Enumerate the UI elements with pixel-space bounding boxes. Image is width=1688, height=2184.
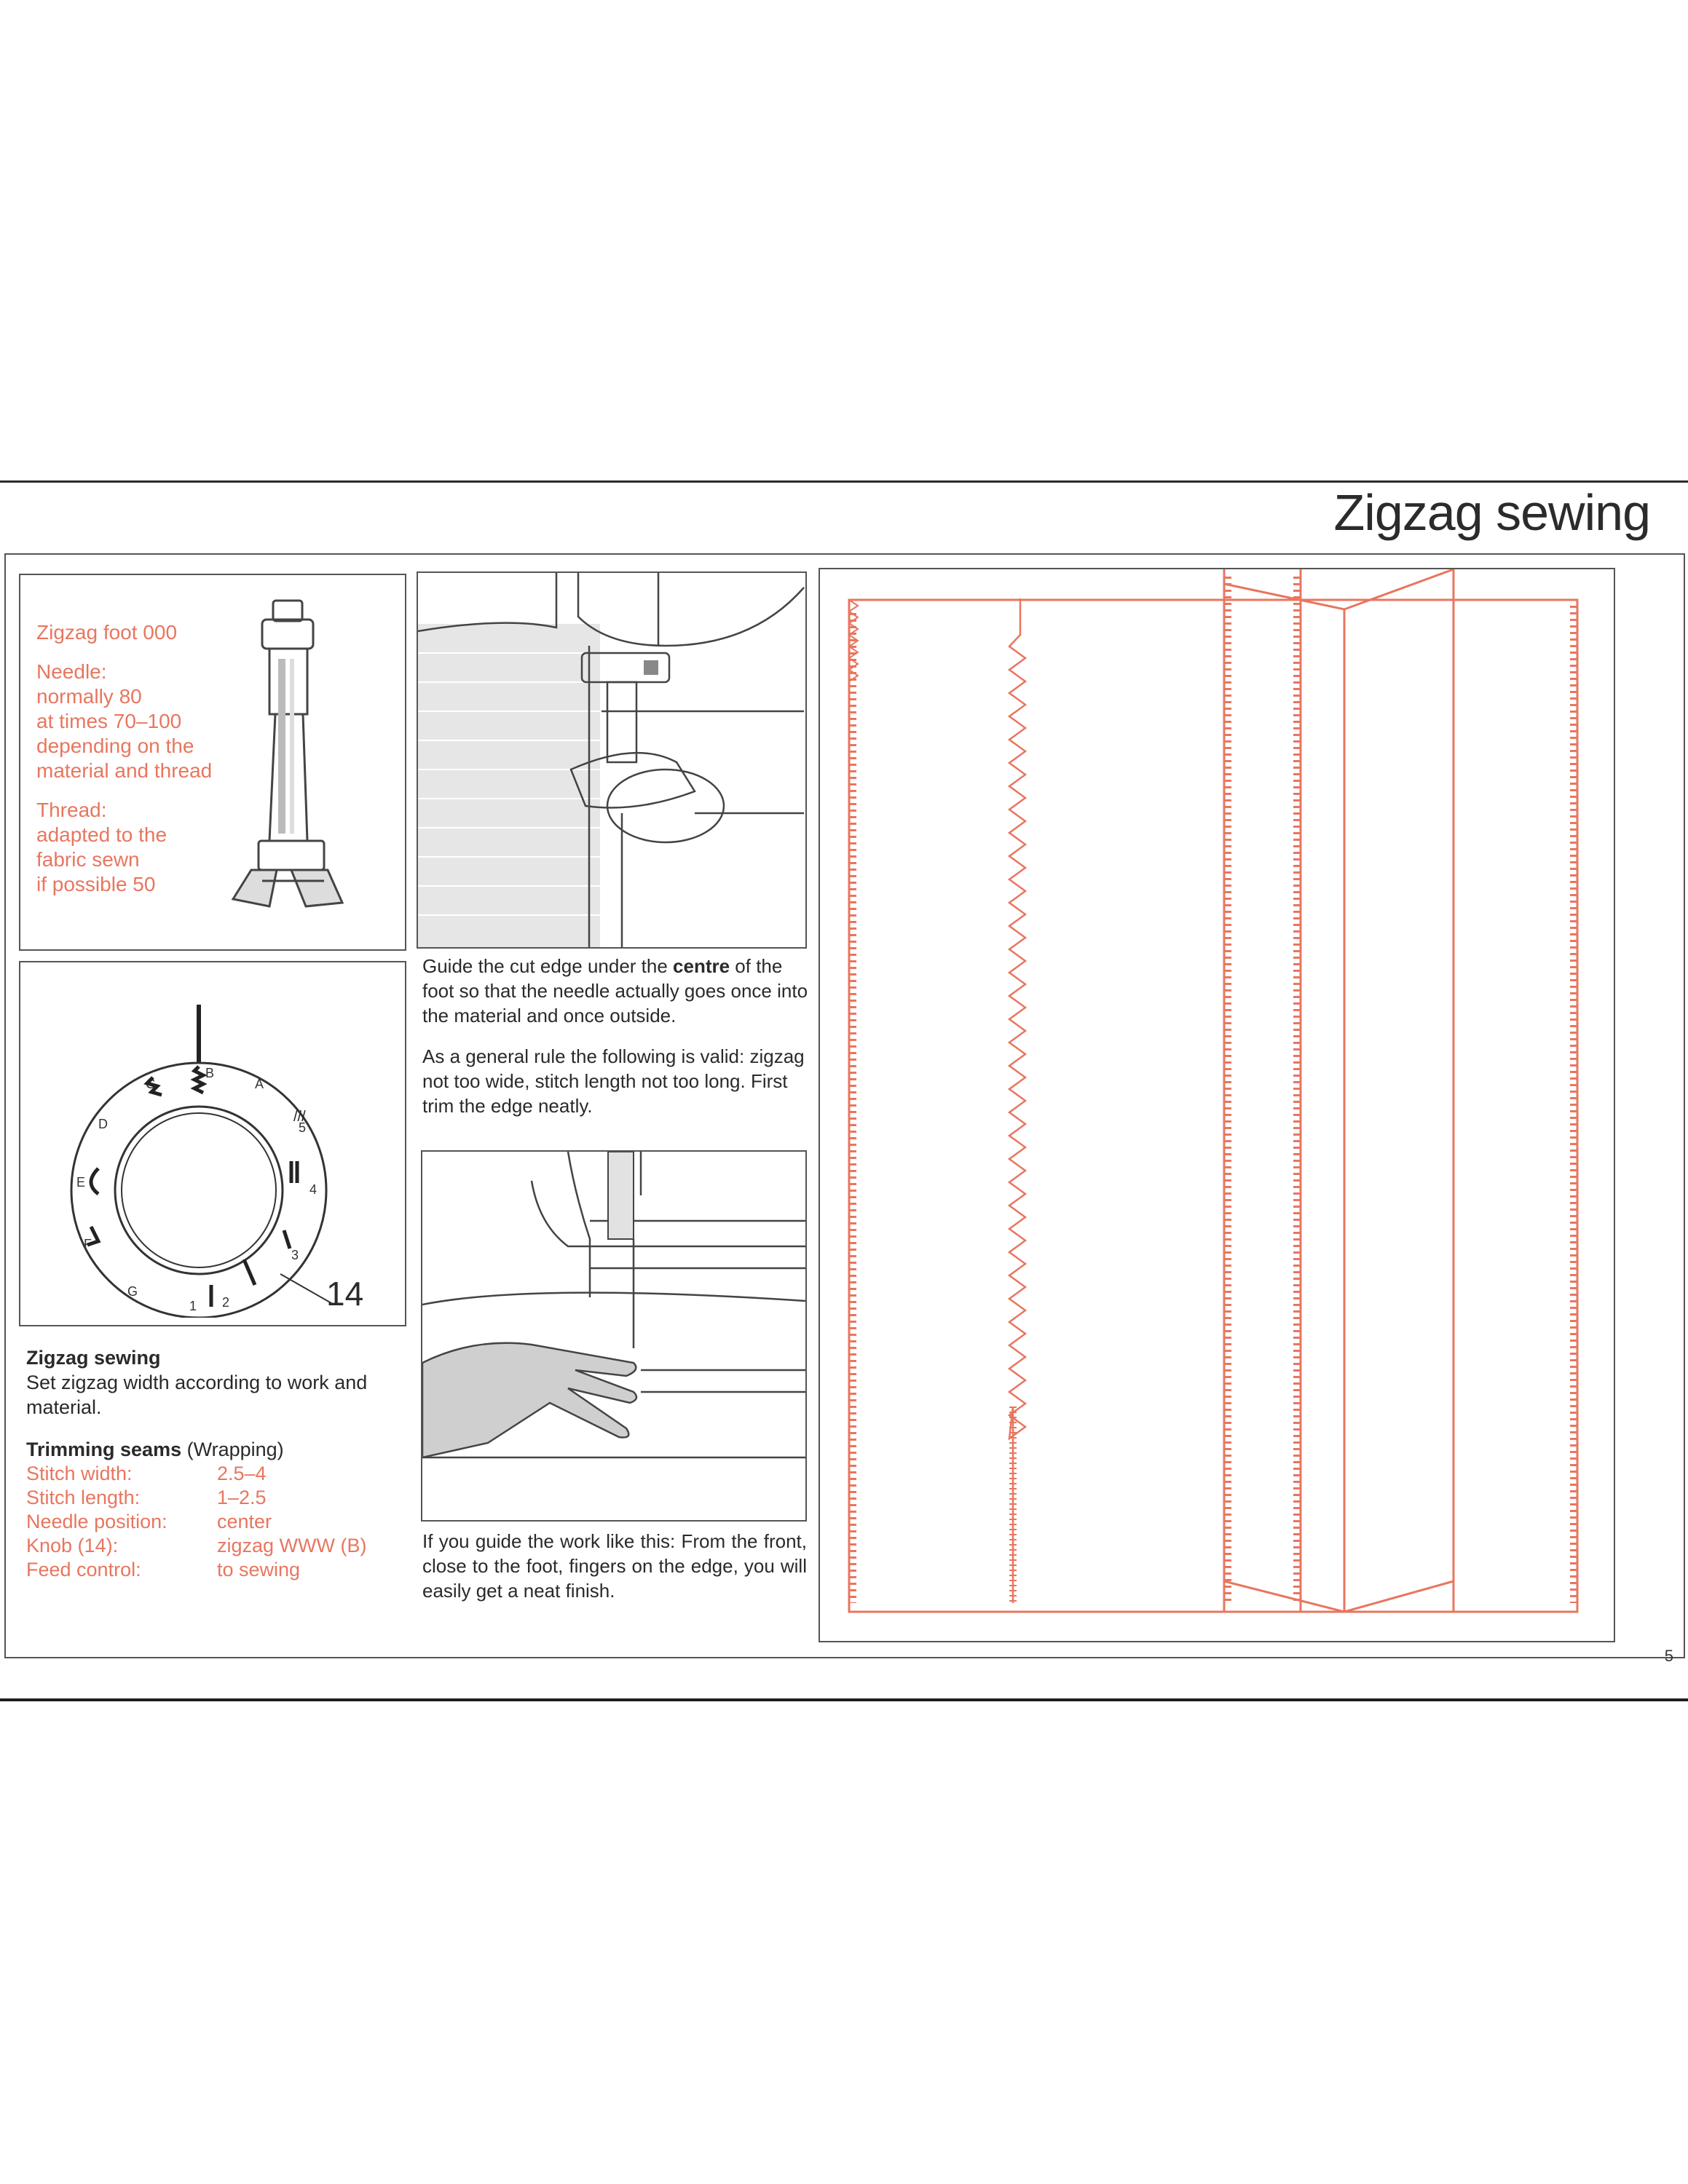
knob-leader-line [280,1274,331,1303]
hand-shape [422,1343,636,1457]
hand-text: If you guide the work like this: From the front, close to the foot, fingers on the edge, you will easily get a neat finish. [422,1530,807,1602]
guide-text-bold: centre [673,955,730,977]
setting-value: to sewing [217,1559,301,1580]
setting-label: Feed control: [26,1559,141,1580]
trimming-heading: Trimming seams [26,1439,182,1460]
settings-table [26,1462,367,1582]
settings-row [26,1510,367,1534]
setting-value: zigzag WWW (B) [217,1535,367,1556]
zigzag-text: Set zigzag width according to work and material. [26,1372,368,1418]
settings-row [26,1534,367,1558]
settings-row [26,1486,367,1510]
thread-line: adapted to the [36,823,167,846]
dial-number: 3 [291,1248,299,1262]
fabric-outline [849,600,1577,1612]
knob-number: 14 [326,1275,364,1313]
zigzag-symbol-icon [194,1067,203,1093]
zigzag-heading: Zigzag sewing [26,1347,161,1369]
zigzag-foot-illustration [218,593,364,928]
needle-line: depending on the [36,735,194,757]
needle-line: at times 70–100 [36,710,182,732]
trimming-header [26,1438,367,1462]
setting-value: 2.5–4 [217,1463,267,1484]
guide-paragraph-2: As a general rule the following is valid: zigzag not too wide, stitch length not too long. First trim the edge neatly. [422,1045,805,1117]
dial-letter: C [146,1077,155,1091]
needle-label: Needle: [36,660,107,683]
guide-paragraph-1 [422,954,808,1028]
setting-label: Knob (14): [26,1535,119,1556]
setting-label: Stitch width: [26,1463,133,1484]
foot-name: Zigzag foot 000 [36,621,178,644]
setting-label: Stitch length: [26,1487,141,1508]
dial-letter: B [205,1066,215,1080]
dial-number: 4 [309,1182,318,1197]
svg-text:///: /// [293,1109,306,1125]
guide-text-part: Guide the cut edge under the [422,955,674,977]
needle-line: material and thread [36,759,213,782]
trimming-settings [26,1438,367,1582]
setting-value: 1–2.5 [217,1487,267,1508]
dial-number: 2 [222,1295,230,1310]
page-title: Zigzag sewing [1333,484,1650,541]
thread-line: if possible 50 [36,873,156,895]
dial-letter: G [127,1284,138,1299]
guide-text-part: of the foot so that the needle actually goes once into the material and once outside. [422,955,808,1026]
trimming-heading-note: (Wrapping) [186,1439,284,1460]
hand-guiding-illustration [422,1152,805,1520]
thread-label: Thread: [36,799,107,821]
settings-row [26,1462,367,1486]
dial-letter: F [84,1237,92,1251]
setting-value: center [217,1511,272,1532]
needle-closeup-illustration [418,573,805,947]
needle-line: normally 80 [36,685,142,708]
bottom-rule [0,1698,1688,1701]
dial-letter: D [98,1117,108,1131]
top-rule [0,480,1688,483]
dial-number: 1 [189,1299,197,1313]
settings-row [26,1558,367,1582]
fabric-stitch-samples [820,569,1614,1641]
setting-label: Needle position: [26,1511,167,1532]
dial-inner-ring [115,1107,283,1274]
thread-line: fabric sewn [36,848,140,871]
dial-letter: A [255,1077,264,1091]
dial-number: 5 [299,1120,307,1135]
page-number: 5 [1664,1647,1673,1665]
stitch-selector-dial [44,997,364,1318]
zigzag-section [26,1345,412,1420]
dial-letter: E [76,1175,86,1190]
guide-text [422,954,808,1118]
